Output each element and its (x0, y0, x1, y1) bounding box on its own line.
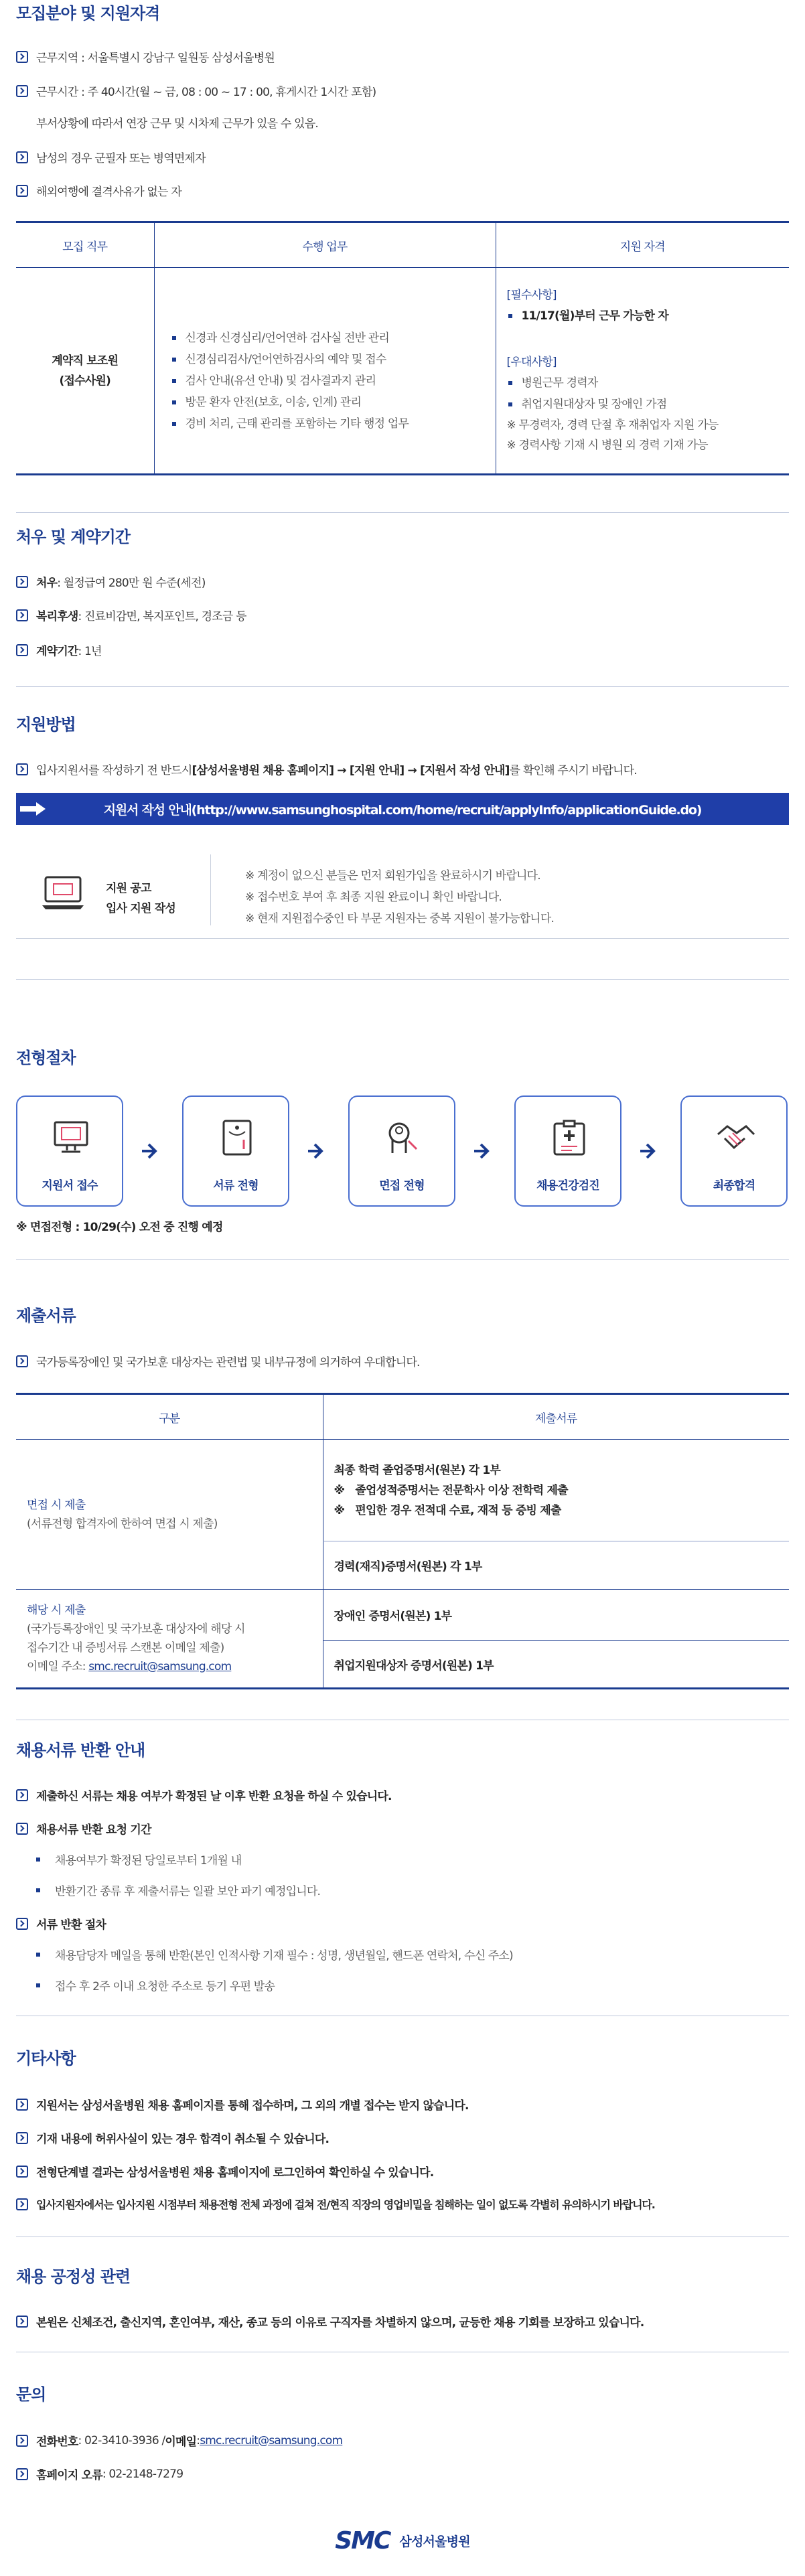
return-sub-2: 반환기간 종류 후 제출서류는 일괄 보안 파기 예정입니다. (36, 1882, 320, 1898)
process-note: ※ 면접전형 : 10/29(수) 오전 중 진행 예정 (16, 1221, 223, 1234)
recruit-qual-cell (496, 268, 789, 475)
check-arrow-icon (16, 2132, 28, 2144)
recruit-hours-note: 부서상황에 따라서 연장 근무 및 시차제 근무가 있을 수 있음. (36, 117, 318, 131)
docs-interview-docs: 최종 학력 졸업증명서(원본) 각 1부 ※ 졸업성적증명서는 전문학사 이상 전학력 제출 ※ 편입한 경우 전적대 수료, 재적 등 증빙 제출 (323, 1440, 789, 1541)
docs-applicable-title: 해당 시 제출 (27, 1604, 86, 1617)
apply-box-title: 지원 공고 입사 지원 작성 (106, 882, 175, 915)
arrow-right-icon (639, 1141, 656, 1161)
recruit-item-location: 근무지역 : 서울특별시 강남구 일원동 삼성서울병원 (16, 48, 275, 65)
preferred-title: [우대사항] (506, 356, 557, 369)
docs-career-cert: 경력(재직)증명서(원본) 각 1부 (323, 1541, 789, 1590)
list-item: 신경과 신경심리/언어연하 검사실 전반 관리 (171, 327, 496, 349)
return-item-1: 제출하신 서류는 채용 여부가 확정된 날 이후 반환 요청을 하실 수 있습니다. (16, 1787, 392, 1803)
application-guide-banner[interactable] (16, 793, 789, 825)
return-item-3: 서류 반환 절차 (16, 1915, 106, 1932)
recruit-item-military: 남성의 경우 군필자 또는 병역면제자 (16, 149, 206, 165)
handshake-icon (715, 1118, 755, 1158)
smc-logo: SMC (335, 2527, 390, 2555)
docs-interview-cell (16, 1440, 323, 1590)
etc-item-3: 전형단계별 결과는 삼성서울병원 채용 홈페이지에 로그인하여 확인하실 수 있습니다. (16, 2163, 433, 2180)
recruit-col-duty: 수행 업무 (154, 222, 496, 268)
recruit-duty-cell (154, 268, 496, 475)
check-arrow-icon (16, 2166, 28, 2178)
list-item: 검사 안내(유선 안내) 및 검사결과지 관리 (171, 370, 496, 392)
check-arrow-icon (16, 1789, 28, 1801)
check-arrow-icon (16, 1918, 28, 1930)
duty-list (171, 327, 496, 435)
laptop-icon (42, 875, 84, 911)
recruit-item-travel: 해외여행에 결격사유가 없는 자 (16, 182, 181, 199)
return-sub-4: 접수 후 2주 이내 요청한 주소로 등기 우편 발송 (36, 1977, 275, 1993)
apply-title: 지원방법 (16, 715, 76, 734)
divider (16, 512, 789, 513)
docs-email-link[interactable]: smc.recruit@samsung.com (88, 1660, 232, 1673)
check-arrow-icon (16, 2435, 28, 2447)
apply-box (16, 841, 789, 939)
check-arrow-icon (16, 2198, 28, 2210)
step-health-check: 채용건강검진 (514, 1095, 621, 1207)
recruit-col-job: 모집 직무 (16, 222, 154, 268)
required-title: [필수사항] (506, 289, 557, 302)
list-item: 취업지원대상자 및 장애인 가점 (507, 394, 790, 415)
recruit-col-qual: 지원 자격 (496, 222, 789, 268)
fair-item: 본원은 신체조건, 출신지역, 혼인여부, 재산, 종교 등의 이유로 구직자를 차별하지 않으며, 균등한 채용 기회를 보장하고 있습니다. (16, 2313, 644, 2330)
check-arrow-icon (16, 763, 28, 775)
etc-item-2: 기재 내용에 허위사실이 있는 경우 합격이 취소될 수 있습니다. (16, 2129, 329, 2146)
footer-logo (0, 2527, 805, 2555)
list-item: 11/17(월)부터 근무 가능한 자 (507, 305, 790, 327)
divider (16, 979, 789, 980)
step-document-review: 서류 전형 (182, 1095, 289, 1207)
recruit-table (16, 221, 789, 475)
benefits-item-contract: 계약기간 : 1년 (16, 641, 102, 658)
docs-interview-sub: (서류전형 합격자에 한하여 면접 시 제출) (27, 1517, 218, 1531)
recruit-item-hours: 근무시간 : 주 40시간(월 ~ 금, 08 : 00 ~ 17 : 00, 휴게시간 1시간 포함) (16, 82, 376, 99)
arrow-right-icon (473, 1141, 490, 1161)
check-arrow-icon (16, 1823, 28, 1835)
check-arrow-icon (16, 576, 28, 588)
check-arrow-icon (16, 85, 28, 97)
docs-applicable-cell: 해당 시 제출 (국가등록장애인 및 국가보훈 대상자에 해당 시 접수기간 내 증빙서류 스캔본 이메일 제출) 이메일 주소: smc.recruit@samsung.com (16, 1590, 323, 1689)
return-item-2: 채용서류 반환 요청 기간 (16, 1820, 151, 1837)
recruit-job-cell: 계약직 보조원 (접수사원) (52, 354, 119, 388)
list-item: 신경심리검사/언어연하검사의 예약 및 접수 (171, 349, 496, 370)
qual-note: ※ 무경력자, 경력 단절 후 재취업자 지원 가능 (506, 419, 719, 432)
fair-title: 채용 공정성 관련 (16, 2267, 130, 2286)
docs-disability-cert: 장애인 증명서(원본) 1부 (323, 1590, 789, 1641)
check-arrow-icon (16, 2316, 28, 2328)
apply-intro: 입사지원서를 작성하기 전 반드시 [삼성서울병원 채용 홈페이지] → [지원 안내] → [지원서 작성 안내] 를 확인해 주시기 바랍니다. (16, 761, 637, 777)
docs-col-type: 구분 (16, 1394, 323, 1440)
step-interview: 면접 전형 (348, 1095, 455, 1207)
apply-box-notes: ※ 계정이 없으신 분들은 먼저 회원가입을 완료하시기 바랍니다. ※ 접수번호 부여 후 최종 지원 완료이니 확인 바랍니다. ※ 현재 지원접수중인 타 부문 지원자는 중복 지원이 불가능합니다. (245, 869, 555, 925)
return-sub-3: 채용담당자 메일을 통해 반환(본인 인적사항 기재 필수 : 성명, 생년월일, 핸드폰 연락처, 수신 주소) (36, 1946, 513, 1963)
contact-phone-email: 전화번호 : 02-3410-3936 / 이메일 : smc.recruit@samsung.com (16, 2432, 342, 2449)
divider (16, 1259, 789, 1260)
check-arrow-icon (16, 2468, 28, 2480)
process-title: 전형절차 (16, 1049, 76, 1067)
etc-item-1: 지원서는 삼성서울병원 채용 홈페이지를 통해 접수하며, 그 외의 개별 접수는 받지 않습니다. (16, 2096, 469, 2113)
hospital-name: 삼성서울병원 (399, 2534, 470, 2549)
check-arrow-icon (16, 151, 28, 163)
check-arrow-icon (16, 644, 28, 656)
docs-col-docs: 제출서류 (323, 1394, 789, 1440)
qual-note: ※ 경력사항 기재 시 병원 외 경력 기재 가능 (506, 439, 708, 452)
etc-item-4: 입사지원자에서는 입사지원 시점부터 채용전형 전체 과정에 걸쳐 전/현직 직장의 영업비밀을 침해하는 일이 없도록 각별히 유의하시기 바랍니다. (16, 2196, 655, 2212)
computer-icon (51, 1118, 91, 1158)
benefits-item-pay: 처우 : 월정급여 280만 원 수준(세전) (16, 573, 206, 590)
return-sub-1: 채용여부가 확정된 당일로부터 1개월 내 (36, 1851, 241, 1868)
benefits-title: 처우 및 계약기간 (16, 528, 130, 546)
arrow-right-icon (141, 1141, 158, 1161)
recruit-title: 모집분야 및 지원자격 (16, 4, 160, 23)
docs-table (16, 1393, 789, 1689)
benefits-item-welfare: 복리후생 : 진료비감면, 복지포인트, 경조금 등 (16, 607, 246, 623)
application-guide-link[interactable]: 지원서 작성 안내(http://www.samsunghospital.com/home/recruit/applyInfo/applicationGuide.do) (103, 802, 702, 818)
contact-homepage-error: 홈페이지 오류 : 02-2148-7279 (16, 2466, 183, 2482)
docs-employment-support-cert: 취업지원대상자 증명서(원본) 1부 (323, 1641, 789, 1689)
check-arrow-icon (16, 185, 28, 197)
divider (210, 854, 211, 925)
docs-title: 제출서류 (16, 1306, 76, 1325)
list-item: 병원근무 경력자 (507, 372, 790, 394)
medical-clipboard-icon (549, 1118, 589, 1158)
divider (16, 686, 789, 687)
magnifier-person-icon (383, 1118, 423, 1158)
arrow-right-icon (307, 1141, 324, 1161)
step-final-pass: 최종합격 (680, 1095, 788, 1207)
step-application: 지원서 접수 (16, 1095, 123, 1207)
docs-intro: 국가등록장애인 및 국가보훈 대상자는 관련법 및 내부규정에 의거하여 우대합니다. (16, 1353, 420, 1369)
contact-email-link[interactable]: smc.recruit@samsung.com (200, 2433, 343, 2447)
list-item: 방문 환자 안전(보호, 이송, 인계) 관리 (171, 392, 496, 413)
contact-title: 문의 (16, 2385, 46, 2404)
check-arrow-icon (16, 2099, 28, 2111)
check-arrow-icon (16, 51, 28, 63)
list-item: 경비 처리, 근태 관리를 포함하는 기타 행정 업무 (171, 413, 496, 435)
arrow-right-icon (20, 801, 47, 817)
docs-interview-title: 면접 시 제출 (27, 1498, 86, 1512)
etc-title: 기타사항 (16, 2049, 76, 2068)
return-title: 채용서류 반환 안내 (16, 1741, 145, 1760)
check-arrow-icon (16, 609, 28, 621)
check-arrow-icon (16, 1355, 28, 1367)
document-icon (217, 1118, 257, 1158)
